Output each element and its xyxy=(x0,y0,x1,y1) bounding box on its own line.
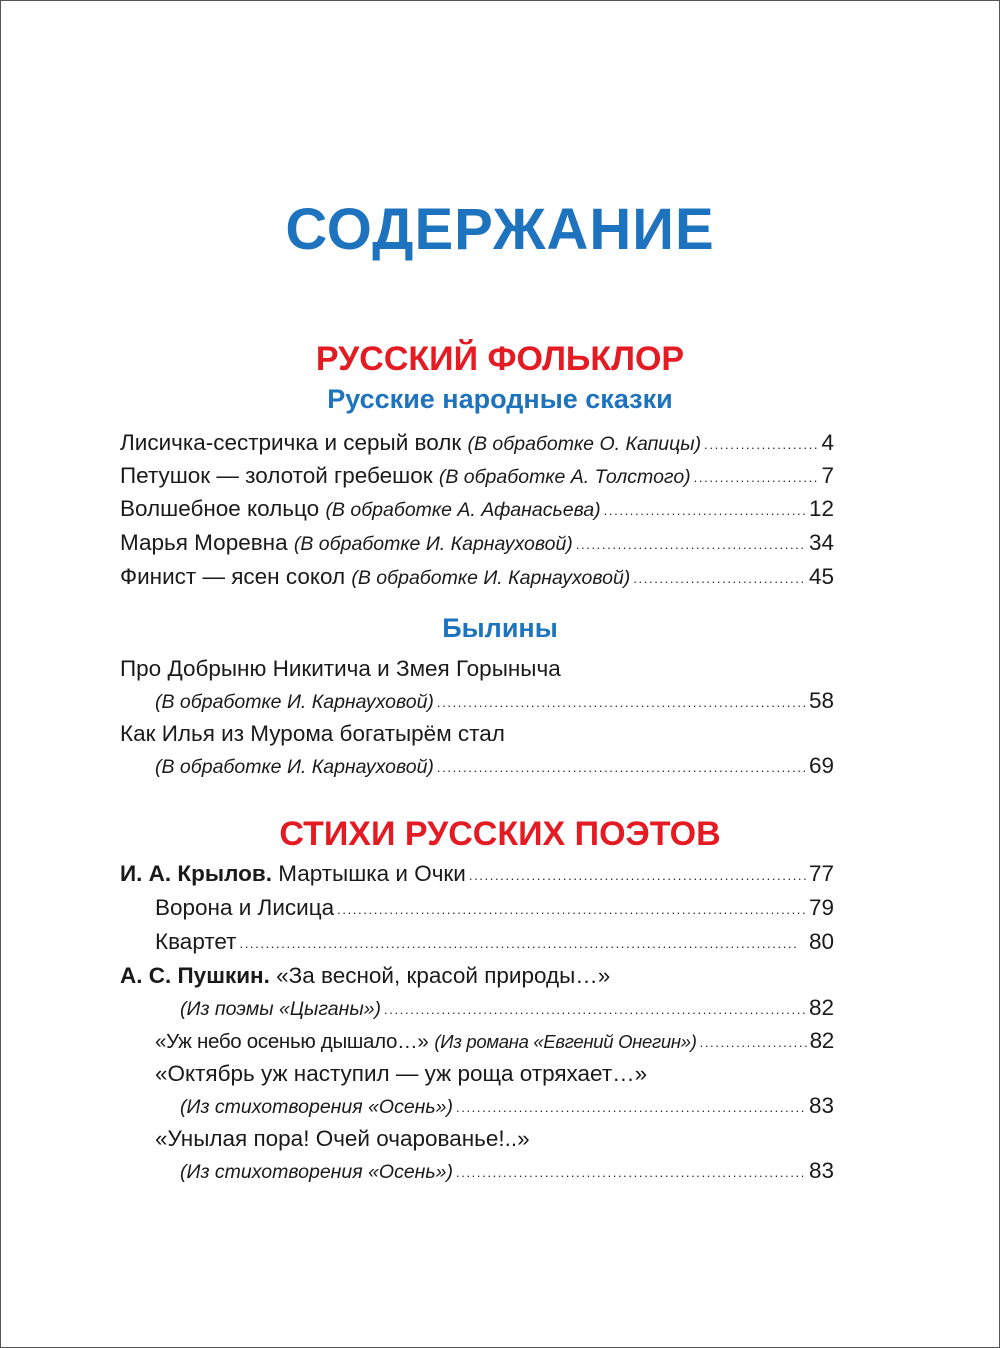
toc-entry-title-line[interactable] xyxy=(155,1061,834,1087)
entry-title: Квартет xyxy=(155,929,237,954)
dot-leader xyxy=(694,462,819,488)
page-number: 12 xyxy=(808,496,834,521)
entry-title: Петушок — золотой гребешок xyxy=(120,463,433,488)
entry-title: «За весной, красой природы…» xyxy=(276,963,611,988)
dot-leader xyxy=(469,860,806,886)
toc-entry-title-line[interactable] xyxy=(120,656,834,682)
entry-note: (В обработке О. Капицы) xyxy=(467,433,702,455)
page-number: 69 xyxy=(808,753,834,778)
entry-title: «Октябрь уж наступил — уж роща отряхает…» xyxy=(155,1061,648,1086)
entry-note: (В обработке А. Афанасьева) xyxy=(325,499,601,521)
entry-title: Лисичка-сестричка и серый волк xyxy=(120,430,462,455)
page-number: 77 xyxy=(808,861,834,886)
entry-note: (В обработке И. Карнауховой) xyxy=(155,756,434,778)
entry-note: (В обработке И. Карнауховой) xyxy=(351,567,631,589)
subsection-heading-byliny: Былины xyxy=(442,613,558,643)
subsection-heading-tales: Русские народные сказки xyxy=(327,384,673,414)
page-number: 83 xyxy=(808,1093,834,1118)
dot-leader xyxy=(384,994,806,1020)
entry-title: Финист — ясен сокол xyxy=(120,564,346,589)
toc-entry-title-line[interactable] xyxy=(120,721,834,747)
page-number: 82 xyxy=(809,1028,834,1053)
entry-title: Ворона и Лисица xyxy=(155,895,335,920)
toc-entry[interactable] xyxy=(155,688,834,714)
entry-title: Про Добрыню Никитича и Змея Горыныча xyxy=(120,656,561,681)
toc-entry[interactable] xyxy=(155,1028,834,1054)
page-title: СОДЕРЖАНИЕ xyxy=(285,197,715,262)
entry-title: Марья Моревна xyxy=(120,530,288,555)
dot-leader xyxy=(576,529,806,555)
entry-note: (В обработке И. Карнауховой) xyxy=(293,533,573,555)
toc-entry[interactable] xyxy=(155,753,834,779)
entry-note: (Из стихотворения «Осень») xyxy=(180,1161,454,1183)
toc-entry[interactable] xyxy=(120,430,834,456)
dot-leader xyxy=(604,495,806,521)
entry-note: (В обработке А. Толстого) xyxy=(438,466,691,488)
dot-leader xyxy=(456,1157,806,1183)
toc-entry[interactable] xyxy=(180,995,834,1021)
entry-title: Как Илья из Мурома богатырём стал xyxy=(120,721,505,746)
author-name: И. А. Крылов. xyxy=(120,861,272,886)
entry-note: (Из поэмы «Цыганы») xyxy=(180,998,382,1020)
entry-title: «Уж небо осенью дышало…» xyxy=(155,1030,429,1053)
dot-leader xyxy=(633,563,806,589)
toc-entry[interactable] xyxy=(120,463,834,489)
dot-leader xyxy=(700,1027,807,1053)
entry-title: Мартышка и Очки xyxy=(278,861,466,886)
dot-leader xyxy=(437,687,806,713)
page-number: 82 xyxy=(808,995,834,1020)
toc-entry-title-line[interactable] xyxy=(120,963,834,989)
entry-note: (Из стихотворения «Осень») xyxy=(180,1096,454,1118)
dot-leader xyxy=(456,1092,806,1118)
toc-entry-title-line[interactable] xyxy=(155,1126,834,1152)
author-name: А. С. Пушкин. xyxy=(120,963,270,988)
entry-title: «Унылая пора! Очей очарованье!..» xyxy=(155,1126,530,1151)
toc-entry[interactable] xyxy=(120,530,834,556)
toc-entry[interactable] xyxy=(120,496,834,522)
dot-leader xyxy=(704,429,818,455)
page-number: 34 xyxy=(808,530,834,555)
toc-entry[interactable] xyxy=(120,861,834,887)
toc-entry[interactable] xyxy=(180,1158,834,1184)
entry-note: (Из романа «Евгений Онегин») xyxy=(434,1031,697,1052)
section-heading-poets: СТИХИ РУССКИХ ПОЭТОВ xyxy=(279,815,721,853)
page-number: 58 xyxy=(808,688,834,713)
entry-note: (В обработке И. Карнауховой) xyxy=(155,691,434,713)
section-heading-folklore: РУССКИЙ ФОЛЬКЛОР xyxy=(315,340,685,378)
toc-entry[interactable] xyxy=(155,895,834,921)
dot-leader xyxy=(437,752,806,778)
toc-entry[interactable] xyxy=(155,929,834,955)
page-number: 45 xyxy=(808,564,834,589)
dot-leader xyxy=(239,928,806,954)
page-number: 83 xyxy=(808,1158,834,1183)
toc-entry[interactable] xyxy=(180,1093,834,1119)
toc-entry[interactable] xyxy=(120,564,834,590)
page-number: 7 xyxy=(821,463,834,488)
page-number: 80 xyxy=(808,929,834,954)
dot-leader xyxy=(337,894,806,920)
page-number: 4 xyxy=(821,430,834,455)
page-number: 79 xyxy=(808,895,834,920)
entry-title: Волшебное кольцо xyxy=(120,496,320,521)
